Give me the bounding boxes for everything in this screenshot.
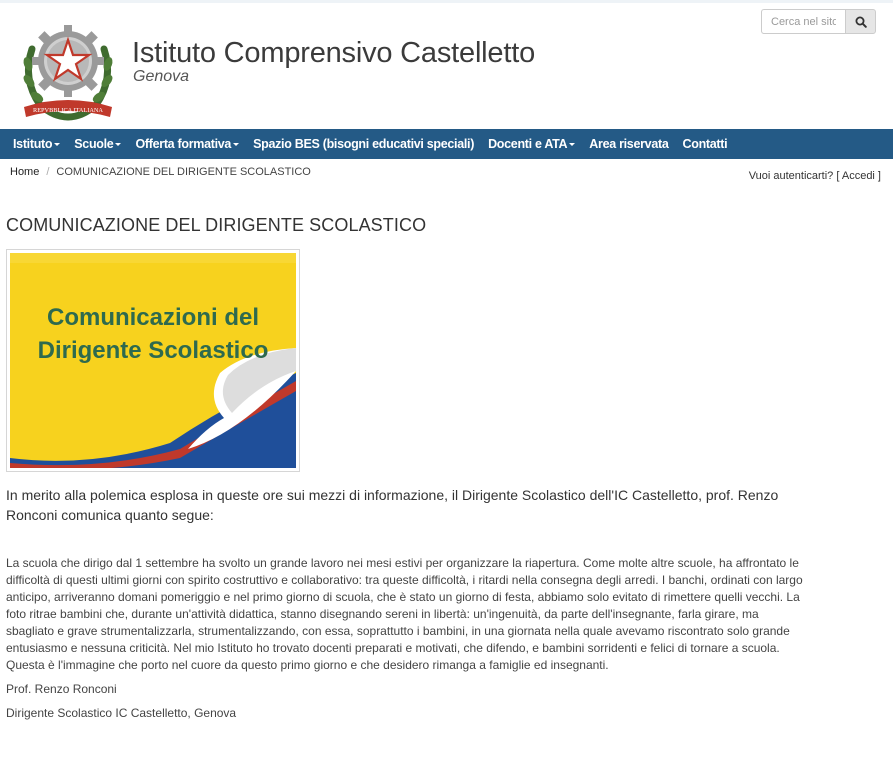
- breadcrumb-home-link[interactable]: Home: [10, 166, 40, 178]
- login-prompt: [749, 170, 881, 182]
- nav-item-label: Scuole: [74, 137, 114, 151]
- search-icon: [855, 16, 867, 28]
- chevron-down-icon: [54, 143, 60, 146]
- login-prompt-text: Vuoi autenticarti?: [748, 170, 834, 182]
- article-image-line-1: Comunicazioni del: [46, 304, 259, 331]
- nav-item-offerta-formativa[interactable]: [128, 137, 246, 151]
- nav-item-label: Docenti e ATA: [488, 137, 568, 151]
- nav-item-area-riservata[interactable]: [582, 137, 675, 151]
- nav-item-docenti-ata[interactable]: [481, 137, 582, 151]
- search-form: [761, 9, 876, 34]
- nav-item-label: Offerta formativa: [135, 137, 232, 151]
- nav-item-scuole[interactable]: [67, 137, 128, 151]
- nav-item-label: Spazio BES (bisogni educativi speciali): [253, 137, 475, 151]
- article-body: La scuola che dirigo dal 1 settembre ha svolto un grande lavoro nei mesi estivi per organizzare la riapertura. Come molte altre scuole, ha affrontato le difficoltà di questi ultimi giorni con spirito costruttivo e collaborativo: tra queste difficoltà, i ritardi nella consegna degli arredi. I banchi, ordinati con largo anticipo, arriveranno domani pomeriggio e nel primo giorno di scuola, che è stato un giorno di festa, abbiamo solo evitato di rimettere quelli vecchi. La foto ritrae bambini che, durante un'attività didattica, stanno disegnando sereni in libertà: un'ingenuità, da parte dell'insegnante, farla girare, ma sbagliato e grave strumentalizzarla, strumentalizzando, con essa, soprattutto i bambini, in una giornata nella quale avevamo riscontrato solo grande entusiasmo e nessuna criticità. Nel mio Istituto ho trovato docenti preparati e motivati, che difendo, e bambini sorridenti e felici di tornare a scuola. Questa è l'immagine che porto nel cuore da questo primo giorno e che desidero rimanga a famiglie ed insegnanti.: [6, 556, 803, 672]
- site-subtitle: Genova: [133, 68, 190, 85]
- signature-role: Dirigente Scolastico IC Castelletto, Genova: [6, 706, 237, 720]
- breadcrumb-separator: /: [46, 166, 50, 178]
- main-navbar: [0, 129, 893, 159]
- emblem-ribbon-text: REPVBBLICA ITALIANA: [33, 107, 103, 114]
- search-button[interactable]: [845, 9, 876, 34]
- breadcrumb-current: COMUNICAZIONE DEL DIRIGENTE SCOLASTICO: [56, 166, 311, 178]
- nav-item-label: Area riservata: [589, 137, 669, 151]
- breadcrumb: [10, 166, 311, 178]
- nav-item-spazio-bes[interactable]: [246, 137, 481, 151]
- chevron-down-icon: [233, 143, 239, 146]
- nav-item-istituto[interactable]: [6, 137, 67, 151]
- site-header: [0, 3, 893, 129]
- article-image: [6, 249, 300, 472]
- nav-item-label: Contatti: [682, 137, 728, 151]
- login-link[interactable]: [ Accedi ]: [836, 170, 881, 182]
- article-intro: In merito alla polemica esplosa in queste ore sui mezzi di informazione, il Dirigente Scolastico dell'IC Castelletto, prof. Renzo Ronconi comunica quanto segue:: [6, 487, 779, 523]
- nav-item-label: Istituto: [13, 137, 53, 151]
- chevron-down-icon: [569, 143, 575, 146]
- article-image-caption: [10, 301, 296, 367]
- site-title[interactable]: Istituto Comprensivo Castelletto: [132, 37, 535, 69]
- chevron-down-icon: [115, 143, 121, 146]
- nav-item-contatti[interactable]: [676, 137, 735, 151]
- signature-name: Prof. Renzo Ronconi: [6, 682, 117, 696]
- republic-emblem-icon[interactable]: [18, 9, 118, 123]
- search-input[interactable]: [761, 9, 845, 34]
- page-title: COMUNICAZIONE DEL DIRIGENTE SCOLASTICO: [6, 215, 427, 235]
- article-image-line-2: Dirigente Scolastico: [37, 337, 269, 364]
